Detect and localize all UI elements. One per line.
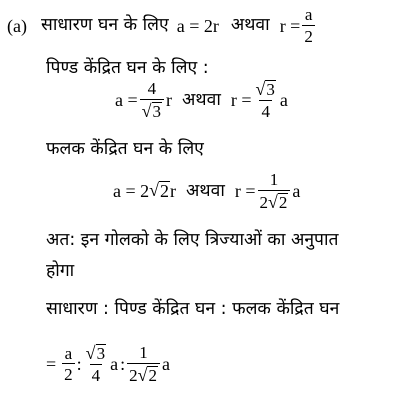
radicand: 2 xyxy=(148,365,157,385)
fraction-numerator: 1 xyxy=(269,170,279,189)
r-equals: r = xyxy=(234,181,256,202)
fraction-1-over-2root2 xyxy=(258,171,291,212)
variable-r: r xyxy=(170,181,177,202)
part-label: (a) xyxy=(7,15,27,36)
line-7-text: होगा xyxy=(46,261,75,281)
fraction-numerator: a xyxy=(64,343,73,363)
a-equals: a = xyxy=(115,90,138,111)
fraction-denominator: 2 xyxy=(304,26,313,46)
ratio-separator: : xyxy=(76,354,82,375)
line-1-text: साधारण घन के लिए xyxy=(40,15,169,36)
line-5 xyxy=(113,171,300,212)
fraction-1-over-2root2 xyxy=(127,344,160,385)
variable-a: a xyxy=(110,354,119,375)
line-8-text: साधारण : पिण्ड केंद्रित घन : फलक केंद्रित घन xyxy=(46,299,340,319)
fraction-numerator: a xyxy=(304,5,313,24)
line-4 xyxy=(46,141,204,159)
line-2 xyxy=(46,60,209,78)
equals-sign: = xyxy=(46,354,57,375)
sqrt: √ 2 xyxy=(268,191,288,212)
fraction-numerator: 1 xyxy=(139,343,148,362)
line-9 xyxy=(46,344,170,385)
fraction-denominator: 4 xyxy=(91,365,101,385)
line-1 xyxy=(7,6,317,46)
radicand: 3 xyxy=(96,344,106,363)
radicand: 2 xyxy=(160,181,170,202)
r-equals: r = xyxy=(279,15,301,36)
variable-a: a xyxy=(161,354,170,375)
sqrt: √ 3 xyxy=(141,100,162,121)
radicand: 3 xyxy=(266,80,275,99)
or-word: अथवा xyxy=(230,15,270,36)
fraction-numerator xyxy=(84,344,108,364)
coefficient: 2 xyxy=(259,192,269,212)
fraction-numerator xyxy=(254,80,278,100)
fraction-root3-over-4 xyxy=(84,344,108,385)
fraction-4-over-root3 xyxy=(140,80,164,121)
coefficient: 2 xyxy=(129,365,138,385)
sqrt: √ 2 xyxy=(137,364,157,385)
fraction-denominator: 2 xyxy=(64,365,73,385)
or-word: अथवा xyxy=(182,89,221,110)
fraction-denominator xyxy=(127,363,160,385)
equation-a-equals-2r: a = 2r xyxy=(176,15,219,36)
variable-r: r xyxy=(166,90,173,111)
fraction-a-over-2 xyxy=(62,345,75,385)
fraction-denominator xyxy=(258,190,291,212)
r-equals: r = xyxy=(230,90,252,111)
line-3 xyxy=(115,80,288,121)
sqrt: √ 3 xyxy=(255,79,275,99)
variable-a: a xyxy=(279,90,288,111)
variable-a: a xyxy=(292,181,301,202)
fraction-denominator: 4 xyxy=(261,101,270,121)
line-7 xyxy=(46,263,74,281)
fraction-numerator: 4 xyxy=(147,79,157,98)
sqrt: √ 2 xyxy=(149,180,170,202)
line-2-text: पिण्ड केंद्रित घन के लिए : xyxy=(46,58,209,78)
line-6-text: अत: इन गोलको के लिए त्रिज्याओं का अनुपात xyxy=(46,230,339,250)
radicand: 2 xyxy=(278,192,288,212)
sqrt: √ 3 xyxy=(85,343,106,363)
or-word: अथवा xyxy=(186,180,225,201)
radicand: 3 xyxy=(152,101,162,121)
fraction-denominator xyxy=(140,99,164,121)
line-4-text: फलक केंद्रित घन के लिए xyxy=(46,139,204,159)
ratio-separator: : xyxy=(120,354,126,375)
line-6 xyxy=(46,232,339,250)
line-8 xyxy=(46,301,339,319)
a-equals-2: a = 2 xyxy=(113,181,150,202)
fraction-a-over-2 xyxy=(302,6,315,46)
fraction-root3-over-4 xyxy=(254,80,278,121)
